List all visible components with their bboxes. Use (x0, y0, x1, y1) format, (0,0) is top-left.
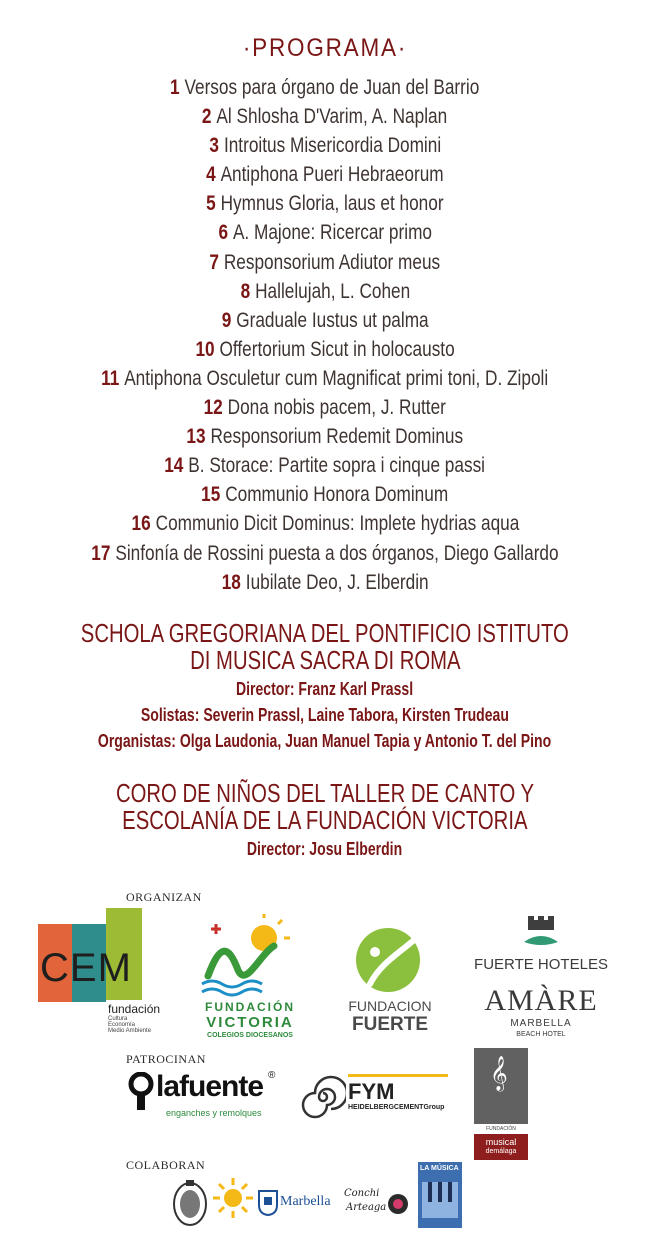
program-item (0, 539, 650, 568)
musical-malaga-logo (474, 1048, 528, 1160)
lamusica-logo (418, 1162, 462, 1228)
fuerte-hoteles-name: FUERTE HOTELES (474, 956, 608, 973)
colaboran-label: COLABORAN (126, 1158, 206, 1172)
program-item-number: 5 (206, 192, 216, 216)
program-item-text: Iubilate Deo, J. Elberdin (245, 570, 429, 594)
program-item-number: 4 (206, 163, 216, 187)
program-item-text: B. Storace: Partite sopra i cinque passi (188, 454, 486, 478)
program-item (0, 102, 650, 131)
victoria-line3: COLEGIOS DIOCESANOS (207, 1032, 293, 1039)
spiral-icon (300, 1074, 346, 1120)
fym-name: FYM (348, 1079, 395, 1104)
program-item (0, 189, 650, 218)
program-item-text: Dona nobis pacem, J. Rutter (227, 396, 447, 420)
lafuente-registered: ® (268, 1070, 276, 1081)
sun-logo (212, 1176, 254, 1226)
program-item-number: 6 (218, 221, 228, 245)
schola-organists: Organistas: Olga Laudonia, Juan Manuel Tapia y Antonio T. del Pino (98, 731, 552, 751)
program-item-text: Responsorium Adiutor meus (224, 250, 441, 274)
program-item (0, 480, 650, 509)
fuerte-hoteles-logo (466, 912, 616, 1046)
cem-mark: CEM (40, 946, 132, 990)
program-item-text: Communio Honora Dominum (225, 483, 449, 507)
schola-name-line1: SCHOLA GREGORIANA DEL PONTIFICIO ISTITUTO (81, 618, 569, 648)
program-item-text: Antiphona Pueri Hebraeorum (220, 163, 444, 187)
program-item (0, 160, 650, 189)
program-item (0, 451, 650, 480)
patrocinan-label: PATROCINAN (126, 1052, 206, 1066)
schola-director: Director: Franz Karl Prassl (236, 679, 414, 699)
program-item-number: 11 (101, 366, 120, 390)
program-item-number: 7 (209, 250, 220, 274)
marbella-name: Marbella (280, 1194, 331, 1209)
coro-name-line2: ESCOLANÍA DE LA FUNDACIÓN VICTORIA (122, 805, 528, 835)
program-item-text: Versos para órgano de Juan del Barrio (184, 76, 480, 99)
musical-bottom-block (474, 1134, 528, 1160)
program-item-number: 17 (91, 541, 111, 565)
program-item-text: Sinfonía de Rossini puesta a dos órganos, Diego Gallardo (115, 541, 559, 565)
program-item (0, 131, 650, 160)
seal-logo (172, 1178, 208, 1228)
musical-top-block (474, 1048, 528, 1124)
program-item-number: 2 (202, 105, 212, 129)
sun-icon (212, 1176, 254, 1226)
schola-name-line2: DI MUSICA SACRA DI ROMA (189, 645, 461, 675)
program-item (0, 218, 650, 247)
program-item (0, 393, 650, 422)
lafuente-name: lafuente (156, 1070, 264, 1103)
amare-city: MARBELLA (510, 1018, 572, 1029)
program-item (0, 248, 650, 277)
program-item (0, 306, 650, 335)
musical-line1: musical (485, 1137, 517, 1147)
musical-small: FUNDACIÓN (486, 1126, 516, 1132)
marbella-shield-icon (258, 1190, 278, 1216)
program-item-number: 15 (201, 483, 221, 507)
conchi-badge (388, 1194, 408, 1214)
organizan-label: ORGANIZAN (126, 890, 202, 904)
cem-sub: Cultura Economía Medio Ambiente (108, 1016, 152, 1034)
castle-icon (466, 912, 616, 952)
conchi-logo (344, 1188, 410, 1224)
program-item-number: 3 (209, 134, 219, 158)
program-item (0, 73, 650, 102)
program-item-number: 13 (186, 425, 206, 449)
fuerte-line1: FUNDACION (348, 998, 432, 1014)
program-item-text: Communio Dicit Dominus: Implete hydrias aqua (155, 512, 519, 536)
program-item-text: Hymnus Gloria, laus et honor (220, 192, 444, 216)
lafuente-logo (128, 1070, 284, 1126)
schola-soloists: Solistas: Severin Prassl, Laine Tabora, Kirsten Trudeau (140, 705, 510, 725)
fuerte-emblem-icon (340, 924, 440, 994)
program-item-number: 16 (131, 512, 151, 536)
program-item-text: A. Majone: Ricercar primo (232, 221, 432, 245)
coro-name-line1: CORO DE NIÑOS DEL TALLER DE CANTO Y (115, 778, 535, 808)
coro-director: Director: Josu Elberdin (247, 839, 403, 859)
treble-clef-icon: 𝄞 (490, 1056, 508, 1091)
program-item-number: 9 (221, 308, 232, 332)
lamusica-name: LA MÚSICA (420, 1165, 459, 1172)
program-item-text: Responsorium Redemit Dominus (210, 425, 464, 449)
program-item (0, 364, 650, 393)
program-item-text: Hallelujah, L. Cohen (254, 279, 410, 303)
program-item-number: 10 (195, 337, 215, 361)
program-item-number: 8 (240, 279, 250, 303)
fuerte-logo (340, 924, 440, 1044)
program-item-number: 14 (164, 454, 184, 478)
piano-keys-icon (422, 1182, 458, 1218)
fym-logo (300, 1074, 450, 1124)
program-item-text: Al Shlosha D'Varim, A. Naplan (216, 105, 448, 129)
lafuente-tagline: enganches y remolques (166, 1108, 262, 1118)
program-item (0, 422, 650, 451)
program-item-number: 12 (203, 396, 223, 420)
conchi-line2: Arteaga (346, 1202, 387, 1213)
cem-logo (38, 908, 178, 1038)
marbella-logo (258, 1188, 338, 1218)
program-item-number: 1 (170, 76, 180, 99)
victoria-line2: VICTORIA (206, 1014, 294, 1031)
amare-sub: BEACH HOTEL (516, 1031, 566, 1038)
victoria-logo (194, 914, 306, 1044)
schola-section (0, 620, 650, 754)
program-item (0, 277, 650, 306)
fuerte-line2: FUERTE (352, 1014, 428, 1035)
coro-section (0, 780, 650, 862)
victoria-emblem-icon (194, 914, 306, 998)
conchi-line1: Conchi (344, 1188, 380, 1199)
program-item (0, 509, 650, 538)
program-item (0, 568, 650, 597)
hitch-icon (128, 1072, 154, 1112)
victoria-line1: FUNDACIÓN (205, 1000, 295, 1014)
page-title: ·PROGRAMA· (242, 34, 408, 62)
crest-icon (172, 1178, 208, 1228)
program-list (0, 73, 650, 597)
program-item-text: Offertorium Sicut in holocausto (219, 337, 455, 361)
fym-bar (348, 1074, 448, 1077)
program-item-text: Graduale Iustus ut palma (236, 308, 429, 332)
program-item-number: 18 (221, 570, 241, 594)
fym-sub: HEIDELBERGCEMENTGroup (348, 1104, 445, 1111)
musical-line2: demálaga (485, 1148, 517, 1155)
program-item-text: Antiphona Osculetur cum Magnificat primi toni, D. Zipoli (124, 366, 549, 390)
amare-name: AMÀRE (484, 984, 598, 1017)
program-item-text: Introitus Misericordia Domini (223, 134, 441, 158)
cem-name: fundación (108, 1002, 161, 1016)
program-item (0, 335, 650, 364)
